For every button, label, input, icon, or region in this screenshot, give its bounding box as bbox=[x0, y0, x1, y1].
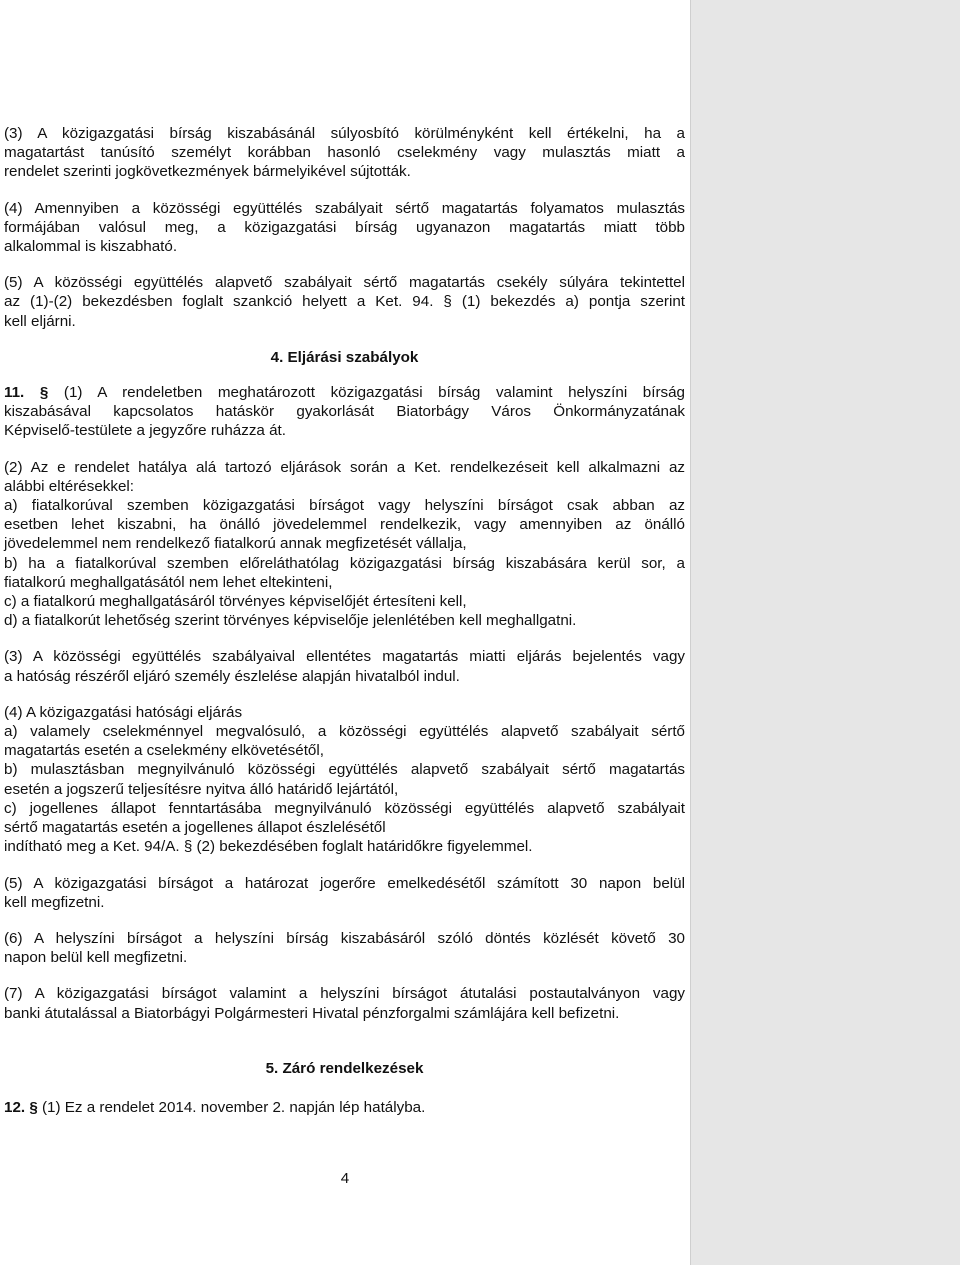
text-line: indítható meg a Ket. 94/A. § (2) bekezdésében foglalt határidőkre figyelemmel. bbox=[4, 838, 533, 856]
text-line: a) fiatalkorúval szemben közigazgatási bírságot vagy helyszíni bírságot csak abban az bbox=[4, 497, 685, 515]
text-line: alábbi eltérésekkel: bbox=[4, 477, 135, 495]
text-line: b) ha a fiatalkorúval szemben előreláthatólag közigazgatási bírság kiszabására kerül sor, a bbox=[4, 554, 685, 572]
text-line: d) a fiatalkorút lehetőség szerint törvényes képviselője jelenlétében kell meghallgatni. bbox=[4, 612, 577, 630]
text-line: magatartás esetén a cselekmény elkövetésétől, bbox=[4, 742, 324, 760]
section-11-paragraph-1 bbox=[4, 383, 685, 441]
section-11-paragraph-2 bbox=[4, 458, 685, 631]
text-fragment: (1) A rendeletben meghatározott közigazgatási bírság valamint helyszíni bírság bbox=[48, 384, 685, 402]
text-line: c) a fiatalkorú meghallgatásáról törvényes képviselőjét értesíteni kell, bbox=[4, 593, 467, 611]
text-line: esetben lehet kiszabni, ha önálló jövedelemmel rendelkezik, vagy amennyiben az önálló bbox=[4, 516, 685, 534]
text-line: (3) A közigazgatási bírság kiszabásánál súlyosbító körülményként kell értékelni, ha a bbox=[4, 125, 685, 142]
paragraph-5 bbox=[4, 273, 685, 331]
text-line: alkalommal is kiszabható. bbox=[4, 238, 178, 256]
text-line: (6) A helyszíni bírságot a helyszíni bírság kiszabásáról szóló döntés közlését követő 30 bbox=[4, 929, 685, 947]
section-11-paragraph-4 bbox=[4, 703, 685, 857]
text-line bbox=[4, 383, 685, 402]
text-line: (5) A közösségi együttélés alapvető szabályait sértő magatartás csekély súlyára tekintettel bbox=[4, 274, 685, 292]
section-11-paragraph-5 bbox=[4, 874, 685, 912]
text-line: (4) A közigazgatási hatósági eljárás bbox=[4, 703, 243, 721]
text-line: (5) A közigazgatási bírságot a határozat jogerőre emelkedésétől számított 30 napon belül bbox=[4, 874, 685, 892]
text-line: (3) A közösségi együttélés szabályaival ellentétes magatartás miatti eljárás bejelentés vagy bbox=[4, 648, 685, 666]
section-11-paragraph-6 bbox=[4, 929, 685, 967]
text-line: Képviselő-testülete a jegyzőre ruházza át. bbox=[4, 422, 286, 440]
text-line: b) mulasztásban megnyilvánuló közösségi együttélés alapvető szabályait sértő magatartás bbox=[4, 761, 685, 779]
text-line: banki átutalással a Biatorbágyi Polgármesteri Hivatal pénzforgalmi számlájára kell befizetni. bbox=[4, 1004, 620, 1022]
text-line: rendelet szerinti jogkövetkezmények bármelyikével sújtották. bbox=[4, 163, 411, 181]
section-11-paragraph-3 bbox=[4, 647, 685, 685]
text-line: magatartást tanúsító személyt korábban hasonló cselekmény vagy mulasztás miatt a bbox=[4, 144, 685, 162]
text-line: formájában valósul meg, a közigazgatási bírság ugyanazon magatartás miatt több bbox=[4, 218, 685, 236]
text-line: sértő magatartás esetén a jogellenes állapot észlelésétől bbox=[4, 819, 386, 837]
paragraph-4 bbox=[4, 199, 685, 257]
page-number: 4 bbox=[340, 1170, 350, 1187]
text-line: kell eljárni. bbox=[4, 312, 76, 330]
section-heading-4: 4. Eljárási szabályok bbox=[270, 348, 419, 366]
text-line bbox=[4, 1098, 685, 1117]
text-line: (4) Amennyiben a közösségi együttélés szabályait sértő magatartás folyamatos mulasztás bbox=[4, 199, 685, 217]
text-fragment: (1) Ez a rendelet 2014. november 2. napján lép hatályba. bbox=[37, 1098, 426, 1116]
text-line: fiatalkorú meghallgatásától nem lehet eltekinteni, bbox=[4, 573, 333, 591]
text-line: az (1)-(2) bekezdésben foglalt szankció helyett a Ket. 94. § (1) bekezdés a) pontja szerint bbox=[4, 293, 685, 311]
text-line: esetén a jogszerű teljesítésre nyitva álló határidő lejártától, bbox=[4, 780, 399, 798]
text-line: a) valamely cselekménnyel megvalósuló, a közösségi együttélés alapvető szabályait sértő bbox=[4, 723, 685, 741]
paragraph-3 bbox=[4, 124, 685, 182]
text-line: (2) Az e rendelet hatálya alá tartozó eljárások során a Ket. rendelkezéseit kell alkalmazni az bbox=[4, 458, 685, 476]
text-line: kiszabásával kapcsolatos hatáskör gyakorlását Biatorbágy Város Önkormányzatának bbox=[4, 403, 685, 421]
text-line: (7) A közigazgatási bírságot valamint a helyszíni bírságot átutalási postautalványon vagy bbox=[4, 985, 685, 1003]
text-line: jövedelemmel nem rendelkező fiatalkorú annak megfizetését vállalja, bbox=[4, 535, 467, 553]
comment-margin-pane bbox=[691, 0, 960, 1265]
text-line: kell megfizetni. bbox=[4, 893, 105, 911]
text-line: c) jogellenes állapot fenntartásába megnyilvánuló közösségi együttélés alapvető szabályait bbox=[4, 799, 685, 817]
section-11-paragraph-7 bbox=[4, 984, 685, 1022]
text-line: napon belül kell megfizetni. bbox=[4, 949, 188, 967]
section-number: 12. § bbox=[4, 1098, 38, 1116]
section-heading-5: 5. Záró rendelkezések bbox=[265, 1059, 424, 1077]
text-line: a hatóság részéről eljáró személy észlelése alapján hivatalból indul. bbox=[4, 667, 460, 685]
document-body bbox=[4, 124, 685, 1134]
section-number: 11. § bbox=[4, 384, 49, 402]
section-12-paragraph-1 bbox=[4, 1098, 685, 1117]
